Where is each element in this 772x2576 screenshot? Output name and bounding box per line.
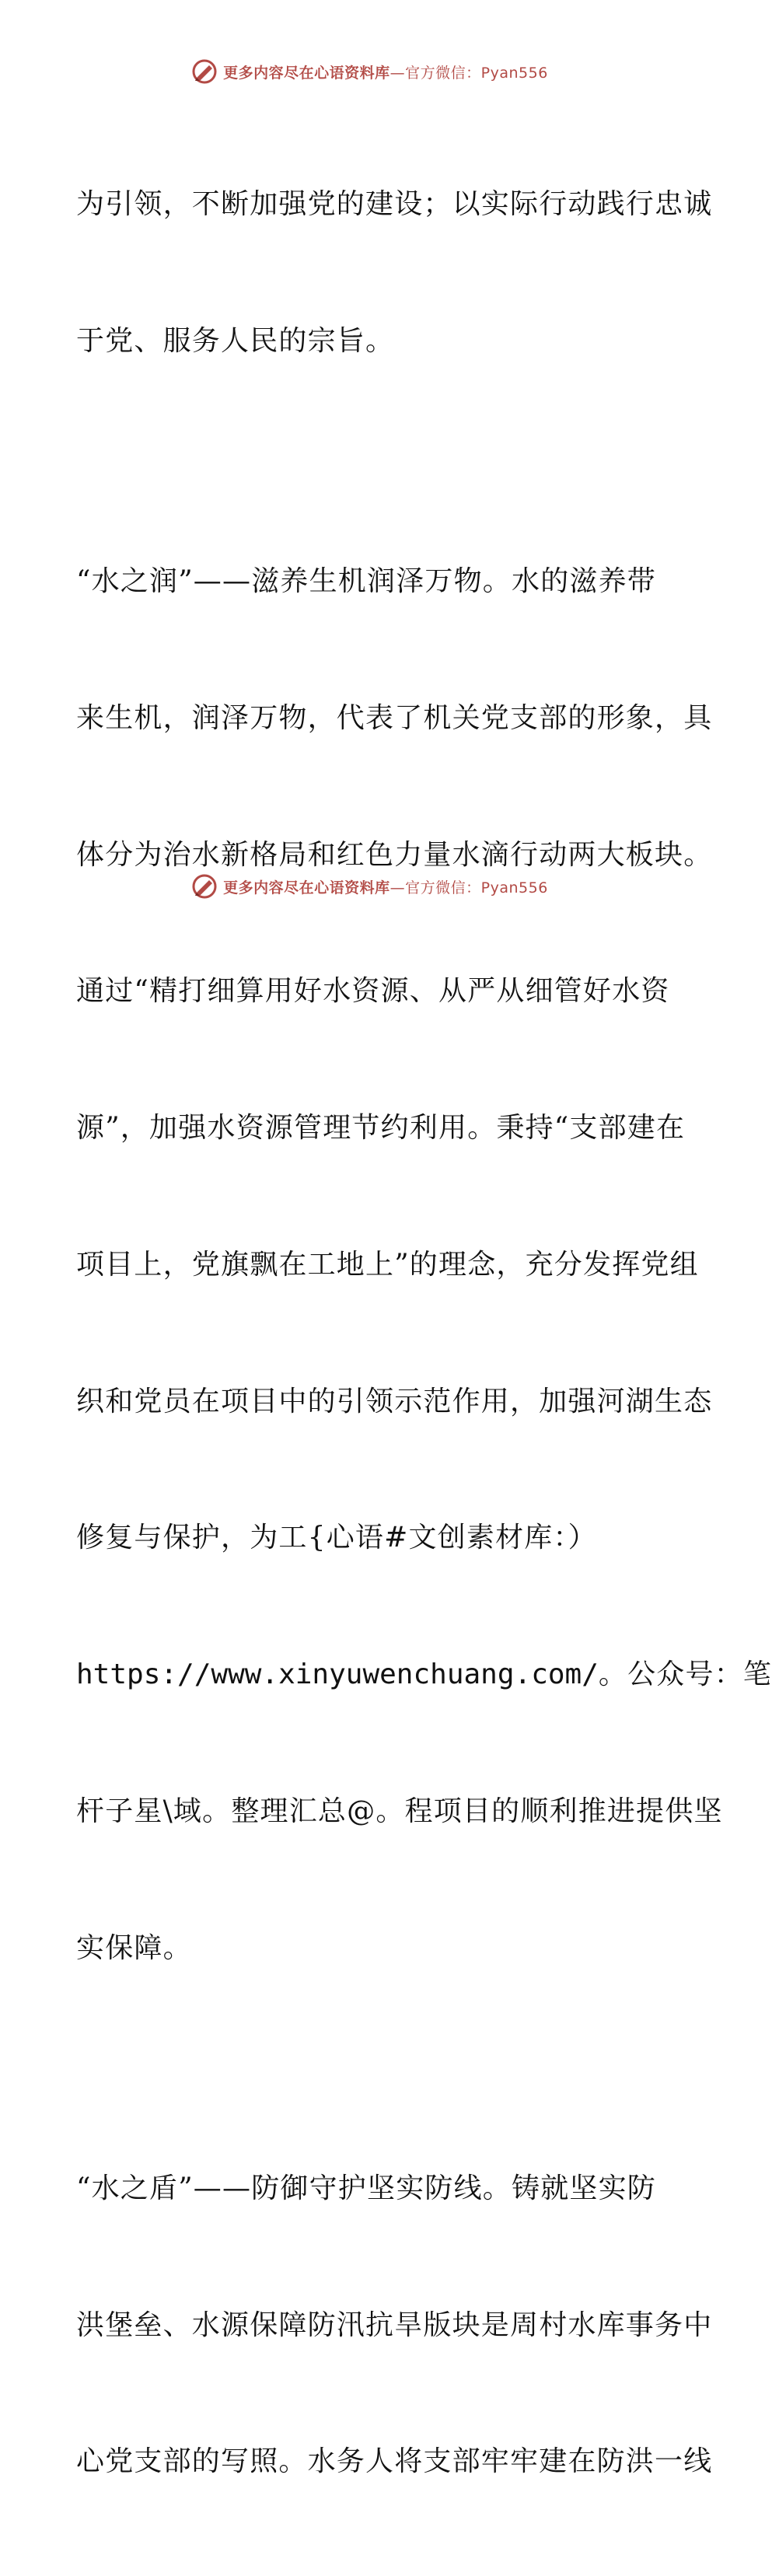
paragraph-line: 心党支部的写照。水务人将支部牢牢建在防洪一线 [76,2445,713,2478]
paragraph-line: “水之润”——滋养生机润泽万物。水的滋养带 [76,564,657,597]
document-body [76,91,772,2576]
paragraph-line: 项目上，党旗飘在工地上”的理念，充分发挥党组 [76,1248,699,1281]
paragraph-line: 修复与保护，为工{心语#文创素材库：） [76,1522,597,1554]
header-banner [0,56,739,87]
paragraph-line: “水之盾”——防御守护坚实防线。铸就坚实防 [76,2172,657,2204]
source-url-text: https://www.xinyuwenchuang.com/ [76,1658,599,1691]
footer-banner-separator: — [389,879,406,897]
header-banner-separator: — [389,64,406,82]
header-banner-wechat: 官方微信：Pyan556 [405,64,548,82]
footer-banner-text [223,876,548,897]
paragraph-line: 源”，加强水资源管理节约利用。秉持“支部建在 [76,1112,686,1145]
paragraph-3 [76,2075,713,2576]
pen-logo-icon [190,872,218,900]
footer-banner-wechat: 官方微信：Pyan556 [405,879,548,897]
paragraph-line: 体分为治水新格局和红色力量水滴行动两大板块。 [76,838,713,871]
paragraph-line: 通过“精打细算用好水资源、从严从细管好水资 [76,975,670,1008]
paragraph-line: 织和党员在项目中的引领示范作用，加强河湖生态 [76,1385,713,1417]
url-suffix-text: 。公众号：笔 [598,1658,772,1691]
paragraph-line: 洪堡垒、水源保障防汛抗旱版块是周村水库事务中 [76,2309,713,2341]
header-banner-main: 更多内容尽在心语资料库 [223,64,390,82]
paragraph-line: 杆子星\域。整理汇总@。程项目的顺利推进提供坚 [76,1795,723,1827]
paragraph-line: 于党、服务人民的宗旨。 [76,324,395,357]
paragraph-line: 为引领，不断加强党的建设；以实际行动践行忠诚 [76,188,713,221]
footer-banner-main: 更多内容尽在心语资料库 [223,879,390,897]
paragraph-line: 来生机，润泽万物，代表了机关党支部的形象，具 [76,701,713,734]
url-line [76,1652,772,1698]
header-banner-text [223,61,548,82]
paragraph-1 [76,91,713,456]
footer-banner [0,871,739,902]
pen-logo-icon [190,58,218,86]
paragraph-line: 实保障。 [76,1931,192,1964]
paragraph-2 [76,468,772,2063]
